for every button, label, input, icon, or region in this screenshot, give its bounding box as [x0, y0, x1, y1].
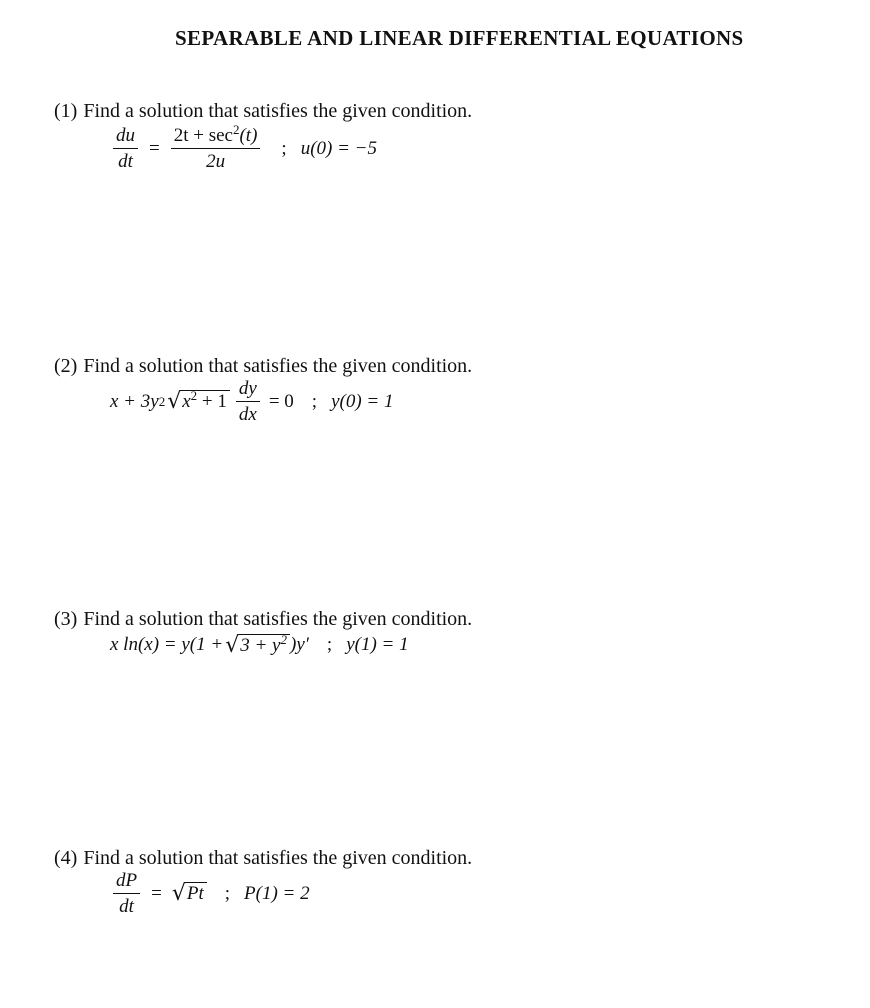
problem-4-prompt	[54, 847, 834, 870]
problem-3	[54, 608, 834, 658]
problem-4-condition: P(1) = 2	[244, 882, 310, 904]
problem-4-number: (4)	[54, 847, 78, 869]
radicand-exponent: 2	[190, 388, 198, 404]
problem-1-prompt	[54, 100, 834, 123]
problem-1-rhs-denominator: 2u	[206, 150, 226, 172]
problem-2-condition: y(0) = 1	[331, 390, 394, 412]
problem-1-rhs-fraction	[171, 122, 261, 172]
problem-4-text: Find a solution that satisfies the given condition.	[83, 847, 473, 869]
problem-2-text: Find a solution that satisfies the given condition.	[83, 355, 473, 377]
problem-2-radicand	[180, 390, 230, 413]
problem-2-equation: x + 3y 2 √ $x^2 + 1$ $\frac{dy}{dx}$ = 0 ; y(0) = 1	[110, 378, 394, 425]
rhs-num-main: 2t + sec	[173, 125, 233, 146]
radicand-content: 3 + y	[240, 635, 281, 656]
problem-3-equation	[110, 634, 409, 657]
radicand-base: x	[182, 391, 191, 413]
problem-1-equation	[110, 122, 377, 172]
problem-1	[54, 100, 834, 172]
rhs-num-tail: (t)	[239, 125, 258, 146]
problem-2-derivative	[236, 379, 260, 425]
radical-sign: √	[171, 881, 186, 907]
problem-1-condition: u(0) = −5	[300, 137, 377, 159]
radicand-exponent: 2	[280, 632, 287, 647]
problem-1-lhs-denominator: dt	[118, 150, 133, 172]
problem-4-lhs-numerator: dP	[113, 871, 140, 894]
problem-1-lhs-fraction	[113, 126, 138, 172]
problem-4-lhs-fraction	[113, 871, 140, 917]
problem-1-rhs-numerator	[171, 122, 261, 149]
semicolon: ;	[326, 634, 333, 656]
problem-2-prompt	[54, 355, 834, 378]
rhs-num-exponent: 2	[232, 122, 240, 137]
problem-2-equals: = 0	[268, 390, 294, 412]
problem-3-radicand	[238, 634, 290, 657]
problem-2-lead: x + 3y	[110, 390, 159, 412]
semicolon: ;	[281, 137, 287, 159]
problem-2-derivative-denominator: dx	[238, 403, 257, 425]
problem-2-derivative-numerator: dy	[236, 379, 260, 402]
semicolon: ;	[224, 882, 231, 904]
problem-2	[54, 355, 834, 425]
problem-3-number: (3)	[54, 608, 78, 630]
radicand-tail: + 1	[197, 391, 227, 413]
problem-4-equation	[110, 871, 310, 917]
problem-3-prompt	[54, 608, 834, 631]
document-title: SEPARABLE AND LINEAR DIFFERENTIAL EQUATIONS	[175, 26, 744, 50]
semicolon: ;	[311, 390, 318, 412]
problem-3-condition: y(1) = 1	[346, 634, 409, 656]
problem-4-radical	[172, 882, 207, 905]
equals-sign: =	[149, 137, 160, 159]
problem-4-radicand: Pt	[185, 882, 207, 905]
problem-3-radical	[225, 634, 290, 657]
problem-1-lhs-numerator: du	[113, 126, 138, 149]
problem-2-radical	[167, 390, 230, 413]
radical-sign: √	[167, 389, 182, 415]
problem-3-text: Find a solution that satisfies the given condition.	[83, 608, 473, 630]
radical-sign: √	[225, 632, 240, 658]
problem-4-lhs-denominator: dt	[119, 895, 134, 917]
problem-1-text: Find a solution that satisfies the given condition.	[83, 100, 473, 122]
problem-3-tail: )y′	[290, 634, 309, 656]
problem-1-number: (1)	[54, 100, 78, 122]
equals-sign: =	[151, 882, 162, 904]
problem-2-number: (2)	[54, 355, 78, 377]
problem-4	[54, 847, 834, 917]
problem-3-lhs: x ln(x) = y(1 +	[110, 634, 224, 656]
